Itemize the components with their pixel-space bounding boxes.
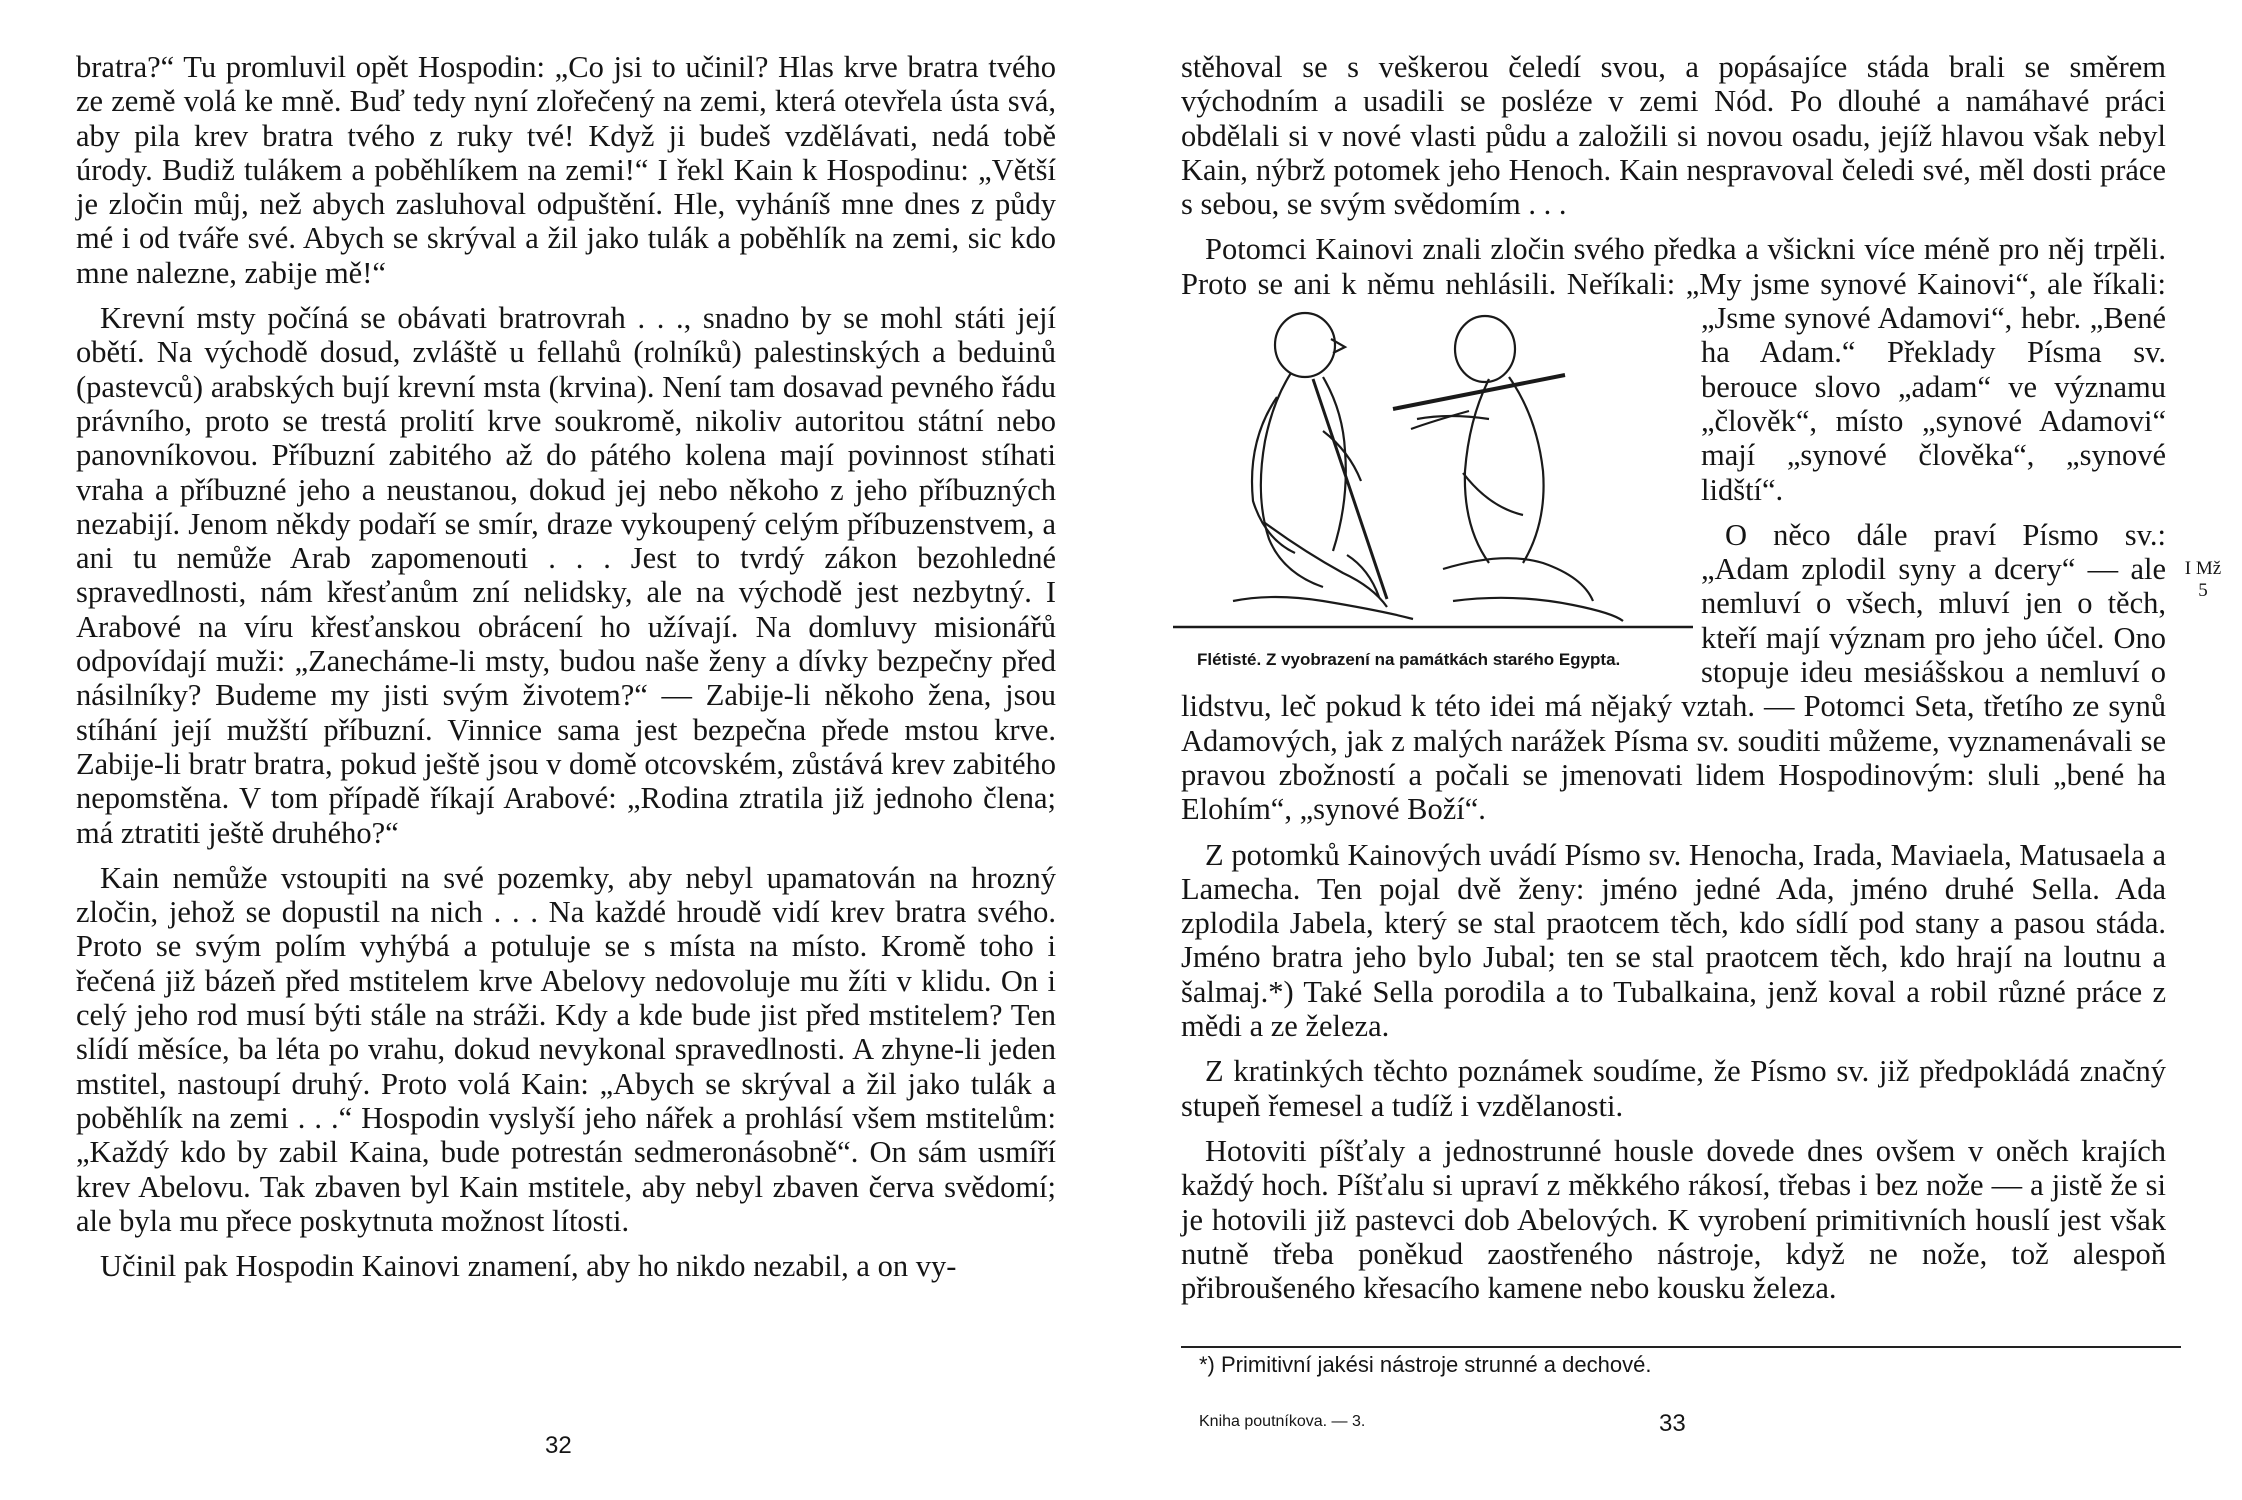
footnote-rule — [1181, 1346, 2181, 1348]
margin-reference-chapter: 5 — [2198, 580, 2208, 601]
right-paragraph: Z kratinkých těchto poznámek soudíme, že Písmo sv. již předpokládá značný stupeň řemesel a tudíž i vzdělanosti. — [1181, 1054, 2166, 1123]
right-page — [1121, 0, 2242, 1500]
margin-reference-book: I Mž — [2184, 558, 2222, 579]
page-number-left: 32 — [545, 1432, 572, 1459]
right-paragraph-text: Potomci Kainovi znali zločin svého předka a všickni více méně pro něj trpěli. Proto se ani k němu nehlásili. Neříkali: „My jsme synové — [1181, 232, 2166, 301]
footnote: *) Primitivní jakési nástroje strunné a dechové. — [1199, 1352, 1652, 1377]
page-number-right: 33 — [1659, 1410, 1686, 1437]
right-paragraph: O něco dále praví Písmo sv.: „Adam zplodil syny a dcery“ — ale nemluví o všech, mluví jen o těch, kteří mají význam pro jeho účel. Ono stopuje ideu mesiášskou a nemluví o lidstvu, leč pokud k této idei má nějaký vztah. — Potomci Seta, třetího ze synů Adamových, jak z malých narážek Písma sv. souditi můžeme, vyznamenávali se pravou zbožností a počali se jmenovati lidem Hospodinovým: sluli „bené ha Elohím“, „synové Boží“. — [1181, 517, 2166, 827]
right-paragraph: Hotoviti píšťaly a jednostrunné housle dovede dnes ovšem v oněch krajích každý hoch. Píšťalu si upraví z měkkého rákosí, třebas i bez nože — a jistě že si je hotovili již pastevci dob Abelových. K vyrobení primitivních houslí jest však nutně třeba poněkud zaostřeného nástroje, když ne nože, tož alespoň přibroušeného křesacího kamene nebo kousku železa. — [1181, 1133, 2166, 1306]
left-paragraph: Krevní msty počíná se obávati bratrovrah . . ., snadno by se mohl státi její obětí. Na východě dosud, zvláště u fellahů (rolníků) palestinských a beduinů (pastevců) arabských bují krevní msta (krvina). Není tam dosavad pevného řádu právního, proto se trestá prolití krve soukromě, nikoliv autoritou státní nebo panovníkovou. Příbuzní zabitého až do pátého kolena mají povinnost stíhati vraha a příbuzné jeho a neustanou, dokud jej nebo někoho z jeho příbuzných nezabijí. Jenom někdy podaří se smír, draze vykoupený celým příbuzenstvem, a ani tu nemůže Arab zapomenouti . . . Jest to tvrdý zákon bezohledné spravedlnosti, nám křesťanům zní nelidsky, ale na východě jest nezbytný. I Arabové na víru křesťanskou obrácení ho užívají. Na domluvy misionářů odpovídají muži: „Zanecháme-li msty, budou naše ženy a dívky bezpečny před násilníky? Budeme my jisti svým životem?“ — Zabije-li někoho žena, jsou stíhání její mužští příbuzní. Vinnice sama jest bezpečna přede mstou krve. Zabije-li bratr bratra, pokud ještě jsou v domě otcovském, zůstává krev zabitého nepomstěna. V tom případě říkají Arabové: „Rodina ztratila již jednoho člena; má ztratiti ještě druhého?“ — [76, 301, 1056, 850]
flutists-figure — [1173, 301, 1693, 681]
right-paragraph-text: Kainovi“, ale říkali: „Jsme synové Adamovi“, hebr. „Bené ha Adam.“ Překlady Písma sv. berouce slovo „adam“ ve významu „člověk“, místo „synové Adamovi“ mají „synové člověka“, „synové lidští“. — [1701, 266, 2167, 507]
figure-caption: Flétisté. Z vyobrazení na památkách starého Egypta. — [1197, 650, 1621, 670]
right-paragraph: Z potomků Kainových uvádí Písmo sv. Henocha, Irada, Maviaela, Matusaela a Lamecha. Ten pojal dvě ženy: jméno jedné Ada, jméno druhé Sella. Ada zplodila Jabela, který se stal praotcem těch, kdo sídlí pod stany a pasou stáda. Jméno bratra jeho bylo Jubal; ten se stal praotcem těch, kdo hrají na loutnu a šalmaj.*) Také Sella porodila a to Tubalkaina, jenž koval a robil různé práce z mědi a ze železa. — [1181, 837, 2166, 1044]
left-paragraph: Kain nemůže vstoupiti na své pozemky, aby nebyl upamatován na hrozný zločin, jehož se dopustil na nich . . . Na každé hroudě vidí krev bratra svého. Proto se svým polím vyhýbá a potuluje se s místa na místo. Kromě toho i řečená již bázeň před mstitelem krve Abelovy nedovoluje mu žíti v klidu. On i celý jeho rod musí býti stále na stráži. Kdy a kde bude jist před mstitelem? Ten slídí měsíce, ba léta po vrahu, dokud nevykonal spravedlnosti. A zhyne-li jeden mstitel, nastoupí druhý. Proto volá Kain: „Abych se skrýval a žil jako tulák a poběhlík na zemi . . .“ Hospodin vyslyší jeho nářek a prohlásí všem mstitelům: „Každý kdo by zabil Kaina, bude potrestán sedmeronásobně“. On sám usmíří krev Abelovu. Tak zbaven byl Kain mstitele, aby nebyl zbaven červa svědomí; ale byla mu přece poskytnuta možnost lítosti. — [76, 860, 1056, 1238]
left-paragraph: Učinil pak Hospodin Kainovi znamení, aby ho nikdo nezabil, a on vy- — [100, 1249, 957, 1284]
flutists-illustration — [1173, 301, 1693, 641]
right-paragraph: stěhoval se s veškerou čeledí svou, a popásajíce stáda brali se směrem východním a usadili se posléze v zemi Nód. Po dlouhé a namáhavé práci obdělali si v nové vlasti půdu a založili si novou osadu, jejíž hlavou však nebyl Kain, nýbrž potomek jeho Henoch. Kain nespravoval čeledi své, měl dosti práce s sebou, se svým svědomím . . . — [1181, 50, 2166, 222]
printer-signature: Kniha poutníkova. — 3. — [1199, 1413, 1366, 1430]
left-page-text — [76, 50, 1056, 1294]
margin-reference — [2183, 558, 2223, 602]
right-paragraph-with-figure — [1181, 232, 2167, 670]
left-paragraph: bratra?“ Tu promluvil opět Hospodin: „Co jsi to učinil? Hlas krve bratra tvého ze země volá ke mně. Buď tedy nyní zlořečený na zemi, která otevřela ústa svá, aby pila krev bratra tvého z ruky tvé! Když ji budeš vzdělávati, nedá tobě úrody. Budiž tulákem a poběhlíkem na zemi!“ I řekl Kain k Hospodinu: „Větší je zločin můj, než abych zasluhoval odpuštění. Hle, vyháníš mne dnes z půdy mé i od tváře své. Abych se skrýval a žil jako tulák a poběhlík na zemi, sic kdo mne nalezne, zabije mě!“ — [76, 50, 1056, 290]
right-page-text — [1181, 50, 2166, 1316]
